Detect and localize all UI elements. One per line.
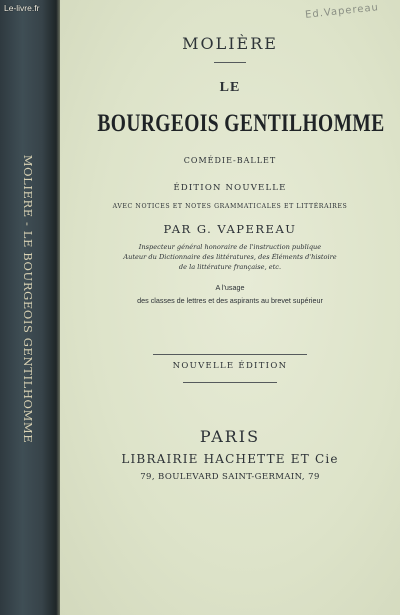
genre-label: COMÉDIE-BALLET [183,156,277,165]
usage-label: A l'usage [215,283,245,292]
notices-line: AVEC NOTICES ET NOTES GRAMMATICALES ET LITTÉRAIRES [112,203,348,210]
audience-line: des classes de lettres et des aspirants au brevet supérieur [137,296,323,305]
book-title: BOURGEOIS GENTILHOMME [97,110,385,137]
editor-line: PAR G. VAPEREAU [163,222,297,236]
spine-title: MOLIERE - LE BOURGEOIS GENTILHOMME [21,154,35,444]
editor-credential-3: de la littérature française, etc. [178,263,282,271]
publisher-name: LIBRAIRIE HACHETTE ET Cie [121,452,339,466]
editor-credential-1: Inspecteur général honoraire de l'instruction publique [138,243,322,251]
publisher-city: PARIS [199,427,261,446]
pencil-note: Ed.Vapereau [304,2,380,21]
title-article: LE [219,80,241,95]
divider-rule [214,62,246,63]
title-page [60,0,400,615]
divider-rule [153,354,307,355]
watermark-stamp: Le-livre.fr [4,3,40,13]
new-edition-label: NOUVELLE ÉDITION [172,361,288,371]
divider-rule [183,382,277,383]
editor-credential-2: Auteur du Dictionnaire des littératures, des Éléments d'histoire [123,253,337,261]
edition-label: ÉDITION NOUVELLE [173,183,287,193]
author-name: MOLIÈRE [182,34,278,53]
publisher-address: 79, BOULEVARD SAINT-GERMAIN, 79 [140,472,320,482]
